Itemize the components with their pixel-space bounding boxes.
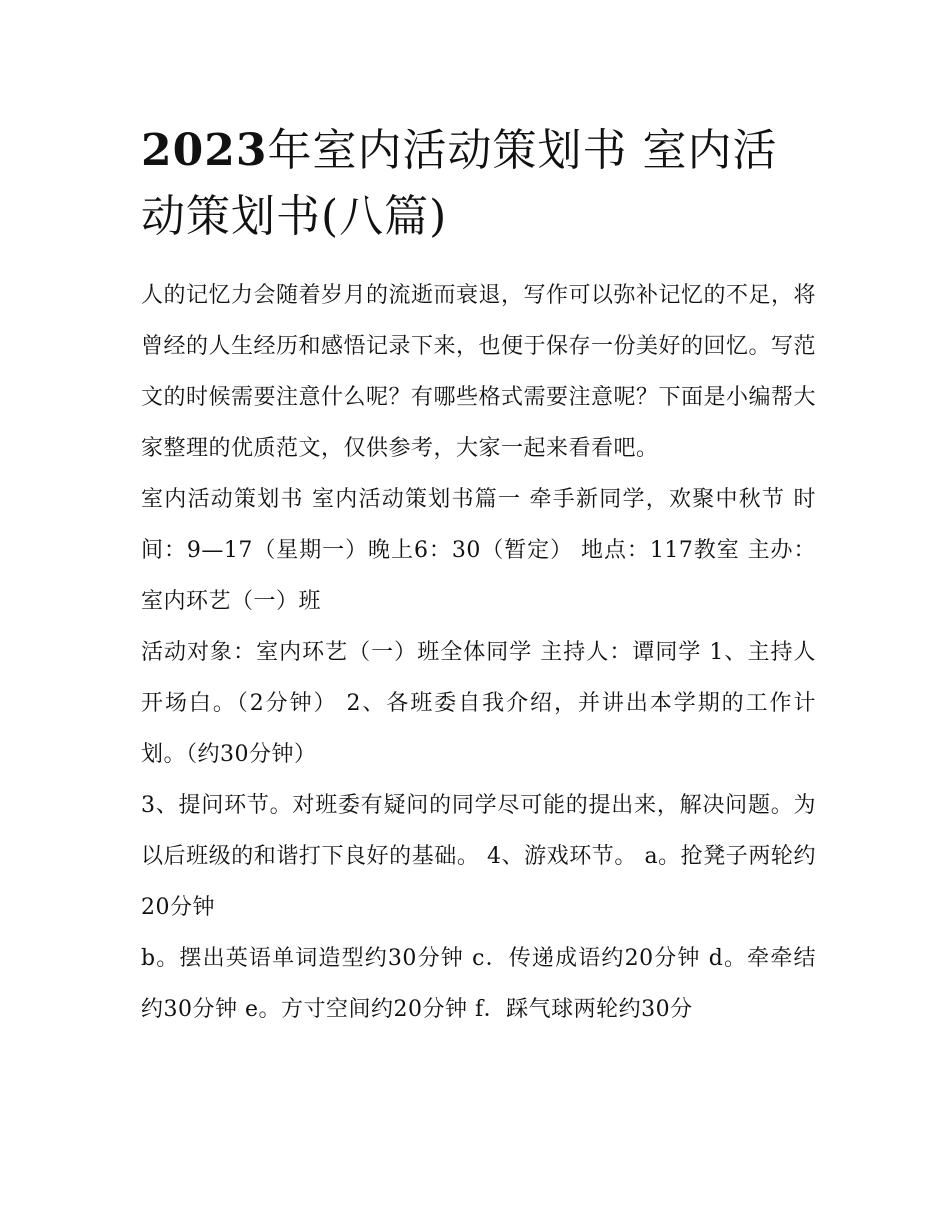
event-info-paragraph: 室内活动策划书 室内活动策划书篇一 牵手新同学，欢聚中秋节 时间：9—17（星期一）晚上6：30（暂定） 地点：117教室 主办：室内环艺（一）班 bbox=[141, 487, 816, 614]
intro-paragraph: 人的记忆力会随着岁月的流逝而衰退，写作可以弥补记忆的不足，将曾经的人生经历和感悟记录下来，也便于保存一份美好的回忆。写范文的时候需要注意什么呢？有哪些格式需要注意呢？下面是小编帮大家整理的优质范文，仅供参考，大家一起来看看吧。 bbox=[141, 283, 817, 461]
qa-games-paragraph: 3、提问环节。对班委有疑问的同学尽可能的提出来，解决问题。为以后班级的和谐打下良好的基础。 4、游戏环节。 a。抢凳子两轮约20分钟 bbox=[141, 793, 816, 920]
document-page bbox=[141, 118, 816, 1035]
title-year: 2023 bbox=[141, 125, 268, 176]
games-list-paragraph: b。摆出英语单词造型约30分钟 c．传递成语约20分钟 d。牵牵结约30分钟 e。方寸空间约20分钟 f．踩气球两轮约30分 bbox=[141, 946, 816, 1022]
title-text: 年室内活动策划书 室内活动策划书(八篇) bbox=[141, 125, 778, 242]
document-title bbox=[141, 118, 816, 250]
participants-paragraph: 活动对象：室内环艺（一）班全体同学 主持人：谭同学 1、主持人开场白。（2分钟） 2、各班委自我介绍，并讲出本学期的工作计划。（约30分钟） bbox=[141, 640, 816, 767]
